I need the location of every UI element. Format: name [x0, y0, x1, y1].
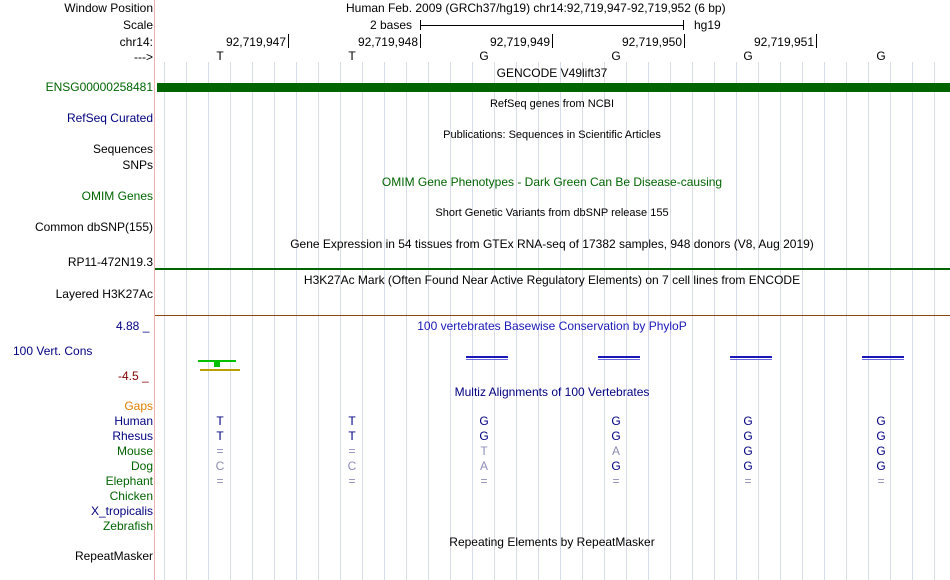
grid-line: [890, 62, 891, 580]
reference-base: G: [743, 49, 753, 63]
cons-blue-bar: [598, 359, 640, 360]
ruler-position-label: 92,719,951: [753, 35, 814, 49]
aligned-base: T: [216, 414, 224, 428]
cons-blue-bar: [862, 356, 904, 358]
aligned-base: G: [479, 414, 489, 428]
aligned-base: =: [744, 474, 752, 488]
gencode-track-label[interactable]: ENSG00000258481: [45, 80, 153, 94]
cons-blue-bar: [466, 359, 508, 360]
species-label[interactable]: Rhesus: [112, 429, 153, 443]
grid-line: [824, 62, 825, 580]
h3k27-track-label[interactable]: Layered H3K27Ac: [55, 287, 153, 301]
reference-base: T: [348, 49, 356, 63]
grid-line: [868, 62, 869, 580]
reference-base: T: [216, 49, 224, 63]
gencode-track-title: GENCODE V49lift37: [496, 66, 608, 80]
aligned-base: G: [876, 444, 886, 458]
window-position-value: Human Feb. 2009 (GRCh37/hg19) chr14:92,719,947-92,719,952 (6 bp): [346, 1, 726, 15]
species-label[interactable]: X_tropicalis: [90, 504, 153, 518]
grid-line: [230, 62, 231, 580]
aligned-base: G: [743, 414, 753, 428]
aligned-base: =: [348, 444, 356, 458]
cons-blue-bar: [862, 359, 904, 360]
grid-line: [164, 62, 165, 580]
aligned-base: G: [479, 429, 489, 443]
species-label[interactable]: Zebrafish: [102, 519, 153, 533]
grid-line: [692, 62, 693, 580]
grid-line: [362, 62, 363, 580]
grid-line: [934, 62, 935, 580]
aligned-base: G: [611, 429, 621, 443]
cons-blue-bar: [730, 359, 772, 360]
cons-track-title: 100 vertebrates Basewise Conservation by PhyloP: [417, 319, 687, 333]
gaps-label[interactable]: Gaps: [124, 399, 153, 413]
cons-max-value: 4.88 _: [116, 319, 150, 333]
ruler-position-label: 92,719,950: [621, 35, 682, 49]
cons-blue-bar: [466, 356, 508, 358]
scale-db: hg19: [694, 18, 721, 32]
grid-line: [208, 62, 209, 580]
aligned-base: G: [743, 459, 753, 473]
aligned-base: G: [743, 444, 753, 458]
ruler-tick: [684, 34, 685, 48]
reference-base: G: [611, 49, 621, 63]
aligned-base: C: [347, 459, 357, 473]
aligned-base: G: [611, 459, 621, 473]
aligned-base: =: [216, 444, 224, 458]
h3k27-track-title: H3K27Ac Mark (Often Found Near Active Regulatory Elements) on 7 cell lines from ENCODE: [303, 273, 801, 287]
gencode-gene-feature[interactable]: [157, 83, 950, 92]
gtex-track-label[interactable]: RP11-472N19.3: [67, 255, 153, 269]
grid-line: [318, 62, 319, 580]
grid-line: [252, 62, 253, 580]
grid-line: [802, 62, 803, 580]
aligned-base: G: [876, 459, 886, 473]
ruler-position-label: 92,719,947: [225, 35, 286, 49]
scale-value: 2 bases: [370, 18, 413, 32]
gtex-track-title: Gene Expression in 54 tissues from GTEx RNA-seq of 17382 samples, 948 donors (V8, Aug 2019): [290, 237, 814, 251]
pubs-track-title: Publications: Sequences in Scientific Articles: [443, 129, 661, 141]
grid-line: [714, 62, 715, 580]
sequences-track-label[interactable]: Sequences: [92, 142, 153, 156]
aligned-base: =: [216, 474, 224, 488]
aligned-base: G: [611, 414, 621, 428]
cons-negative-bar: [200, 369, 240, 371]
snps-track-label[interactable]: SNPs: [122, 158, 153, 172]
ruler-tick: [420, 34, 421, 48]
species-label[interactable]: Elephant: [105, 474, 153, 488]
grid-line: [384, 62, 385, 580]
aligned-base: =: [612, 474, 620, 488]
ruler-tick: [552, 34, 553, 48]
cons-track-label[interactable]: 100 Vert. Cons: [13, 344, 93, 358]
grid-line: [758, 62, 759, 580]
grid-line: [296, 62, 297, 580]
dbsnp-track-title: Short Genetic Variants from dbSNP release 155: [435, 207, 669, 219]
grid-line: [736, 62, 737, 580]
grid-line: [846, 62, 847, 580]
window-position-label: Window Position: [64, 1, 153, 15]
gtex-feature-line: [155, 268, 950, 270]
ruler-tick: [288, 34, 289, 48]
aligned-base: C: [215, 459, 225, 473]
reference-base: G: [479, 49, 489, 63]
aligned-base: A: [479, 459, 489, 473]
aligned-base: G: [743, 429, 753, 443]
cons-blue-bar: [598, 356, 640, 358]
ruler-position-label: 92,719,948: [357, 35, 418, 49]
refseq-track-title: RefSeq genes from NCBI: [489, 98, 615, 110]
strand-label: --->: [134, 50, 153, 64]
aligned-base: A: [611, 444, 621, 458]
aligned-base: G: [876, 429, 886, 443]
aligned-base: =: [348, 474, 356, 488]
cons-min-value: -4.5 _: [118, 369, 149, 383]
multiz-track-title: Multiz Alignments of 100 Vertebrates: [454, 385, 650, 399]
omim-track-label[interactable]: OMIM Genes: [81, 189, 153, 203]
reference-base: G: [876, 49, 886, 63]
aligned-base: T: [348, 414, 356, 428]
species-label[interactable]: Human: [114, 414, 153, 428]
aligned-base: T: [216, 429, 224, 443]
grid-line: [912, 62, 913, 580]
h3k27-signal-line: [155, 315, 950, 316]
dbsnp-track-label[interactable]: Common dbSNP(155): [34, 220, 153, 234]
cons-positive-block: [214, 361, 220, 367]
aligned-base: T: [348, 429, 356, 443]
aligned-base: =: [480, 474, 488, 488]
grid-line: [186, 62, 187, 580]
repeat-track-title: Repeating Elements by RepeatMasker: [449, 535, 655, 549]
scale-bar: [420, 18, 684, 32]
scale-label: Scale: [122, 18, 153, 32]
aligned-base: G: [876, 414, 886, 428]
aligned-base: =: [877, 474, 885, 488]
ruler-tick: [816, 34, 817, 48]
omim-track-title: OMIM Gene Phenotypes - Dark Green Can Be Disease-causing: [381, 175, 723, 189]
grid-line: [780, 62, 781, 580]
species-label[interactable]: Dog: [130, 459, 153, 473]
species-label[interactable]: Mouse: [116, 444, 153, 458]
aligned-base: T: [480, 444, 488, 458]
refseq-track-label[interactable]: RefSeq Curated: [66, 111, 153, 125]
grid-line: [406, 62, 407, 580]
chrom-label: chr14:: [119, 35, 153, 49]
repeat-track-label[interactable]: RepeatMasker: [74, 549, 153, 563]
grid-line: [340, 62, 341, 580]
cons-blue-bar: [730, 356, 772, 358]
grid-line: [274, 62, 275, 580]
species-label[interactable]: Chicken: [109, 489, 153, 503]
ruler-position-label: 92,719,949: [489, 35, 550, 49]
